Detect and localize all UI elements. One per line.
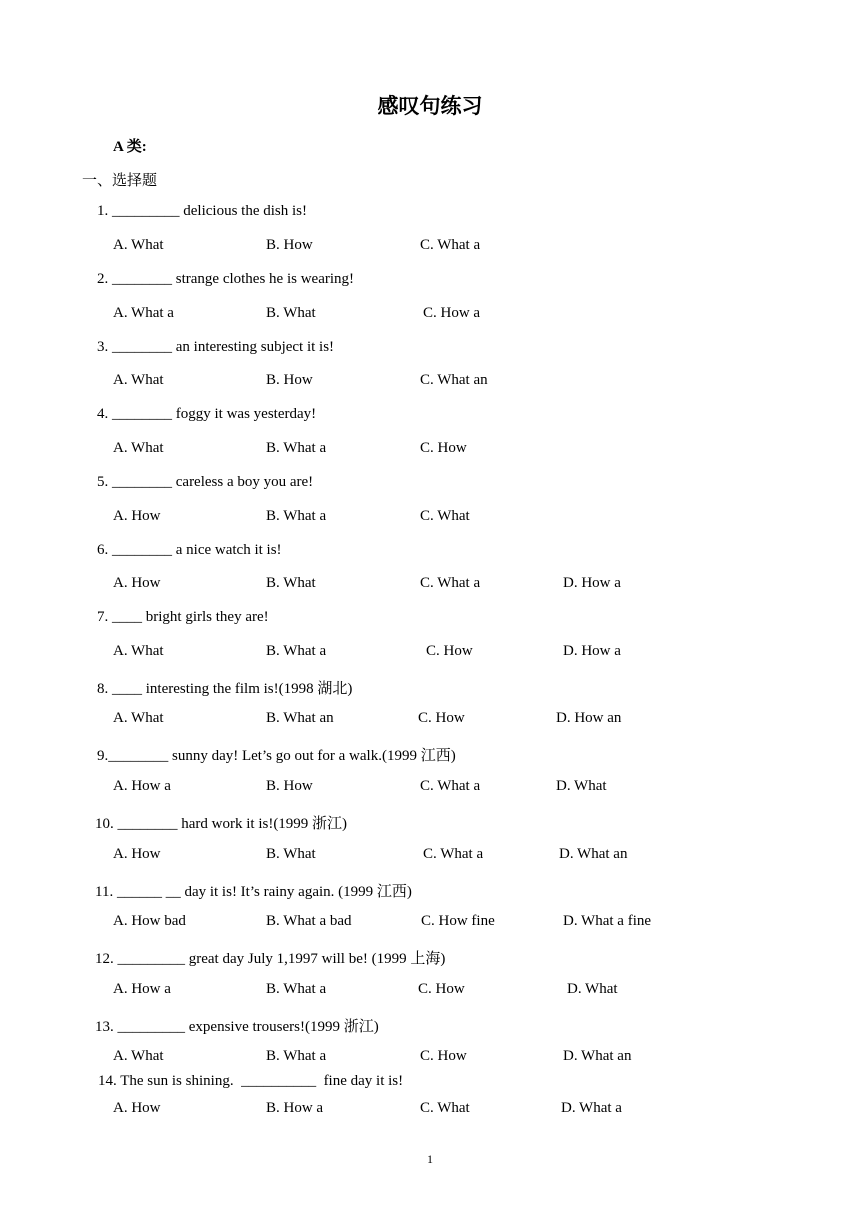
- answer-option: A. What: [113, 710, 164, 726]
- answer-option: C. How: [420, 440, 467, 456]
- answer-option: B. What a: [266, 440, 327, 456]
- question-stem: 6. ________ a nice watch it is!: [97, 542, 282, 558]
- answer-option: A. What: [113, 1048, 164, 1064]
- page-number: 1: [427, 1152, 433, 1166]
- question-stem: 7. ____ bright girls they are!: [97, 609, 269, 625]
- answer-option: C. How: [426, 643, 473, 659]
- answer-option: C. What: [420, 508, 470, 524]
- answer-option: C. How a: [423, 305, 481, 321]
- answer-option: B. What a: [266, 508, 327, 524]
- answer-option: A. How bad: [113, 913, 186, 929]
- part-heading: 一、选择题: [82, 173, 158, 189]
- question-stem: 2. ________ strange clothes he is wearing!: [97, 271, 355, 287]
- answer-option: C. How fine: [421, 913, 495, 929]
- page-title: 感叹句练习: [377, 94, 483, 118]
- answer-option: A. What: [113, 372, 164, 388]
- question-stem: 11. ______ __ day it is! It’s rainy again. (1999 江西): [95, 884, 412, 900]
- section-a-heading: A 类:: [113, 139, 147, 155]
- answer-option: D. What: [556, 778, 607, 794]
- answer-option: B. How: [266, 778, 313, 794]
- answer-option: D. What an: [559, 846, 628, 862]
- answer-option: A. What: [113, 237, 164, 253]
- answer-option: C. What a: [423, 846, 484, 862]
- answer-option: A. How: [113, 1100, 161, 1116]
- answer-option: C. What a: [420, 575, 481, 591]
- answer-option: B. What a: [266, 1048, 327, 1064]
- answer-option: D. What: [567, 981, 618, 997]
- answer-option: A. How: [113, 846, 161, 862]
- answer-option: B. What: [266, 575, 316, 591]
- question-stem: 5. ________ careless a boy you are!: [97, 474, 314, 490]
- answer-option: B. What a bad: [266, 913, 352, 929]
- answer-option: D. What a: [561, 1100, 622, 1116]
- question-stem: 13. _________ expensive trousers!(1999 浙江): [95, 1019, 379, 1035]
- answer-option: C. How: [418, 710, 465, 726]
- answer-option: A. How: [113, 508, 161, 524]
- answer-option: C. What a: [420, 237, 481, 253]
- answer-option: B. How: [266, 372, 313, 388]
- answer-option: B. How a: [266, 1100, 324, 1116]
- question-stem: 12. _________ great day July 1,1997 will be! (1999 上海): [95, 951, 446, 967]
- answer-option: D. What an: [563, 1048, 632, 1064]
- question-stem: 8. ____ interesting the film is!(1998 湖北): [97, 681, 353, 697]
- answer-option: A. How a: [113, 778, 171, 794]
- answer-option: C. How: [420, 1048, 467, 1064]
- question-stem: 14. The sun is shining. __________ fine day it is!: [98, 1073, 404, 1089]
- answer-option: B. What a: [266, 643, 327, 659]
- question-stem: 9.________ sunny day! Let’s go out for a walk.(1999 江西): [97, 748, 456, 764]
- answer-option: B. What: [266, 846, 316, 862]
- answer-option: D. How a: [563, 575, 621, 591]
- answer-option: A. What a: [113, 305, 174, 321]
- answer-option: B. What: [266, 305, 316, 321]
- answer-option: B. What an: [266, 710, 334, 726]
- answer-option: C. How: [418, 981, 465, 997]
- answer-option: B. How: [266, 237, 313, 253]
- answer-option: C. What an: [420, 372, 488, 388]
- question-stem: 4. ________ foggy it was yesterday!: [97, 406, 317, 422]
- question-stem: 1. _________ delicious the dish is!: [97, 203, 307, 219]
- answer-option: D. How an: [556, 710, 622, 726]
- answer-option: A. What: [113, 643, 164, 659]
- question-stem: 3. ________ an interesting subject it is!: [97, 339, 335, 355]
- answer-option: A. What: [113, 440, 164, 456]
- answer-option: C. What: [420, 1100, 470, 1116]
- answer-option: A. How: [113, 575, 161, 591]
- answer-option: D. How a: [563, 643, 621, 659]
- answer-option: B. What a: [266, 981, 327, 997]
- answer-option: D. What a fine: [563, 913, 652, 929]
- question-stem: 10. ________ hard work it is!(1999 浙江): [95, 816, 348, 832]
- answer-option: C. What a: [420, 778, 481, 794]
- answer-option: A. How a: [113, 981, 171, 997]
